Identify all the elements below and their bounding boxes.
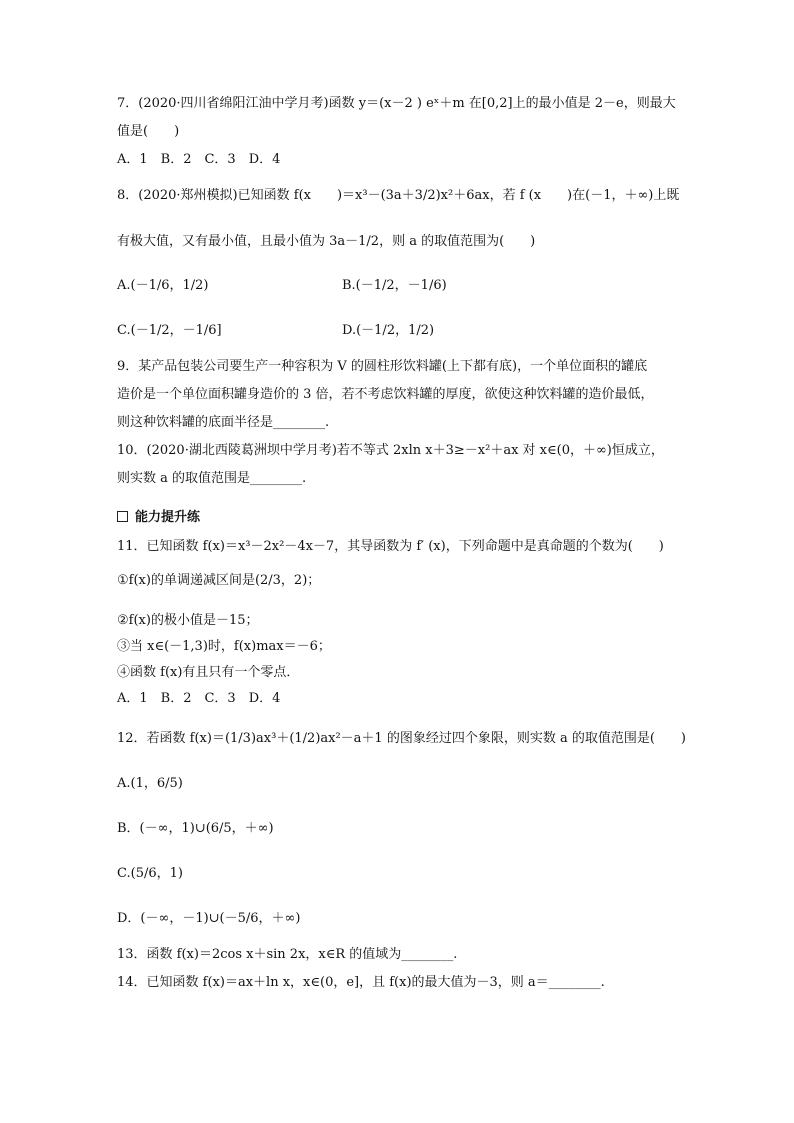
q8-option-b: B.(－1/2，－1/6) [342,278,447,293]
q11-options: A．1 B．2 C．3 D．4 [117,691,281,706]
q8-option-d: D.(－1/2，1/2) [342,323,435,338]
q10-stem-line2: 则实数 a 的取值范围是________. [117,471,307,486]
q7-stem-line1: 7．(2020·四川省绵阳江油中学月考)函数 y＝(x－2 ) eˣ＋m 在[0,2]上的最小值是 2－e，则最大 [117,96,676,111]
q9-stem-line2: 造价是一个单位面积罐身造价的 3 倍，若不考虑饮料罐的厚度，欲使这种饮料罐的造价最低， [117,387,654,402]
q7-stem-line2: 值是( ) [117,124,180,139]
q11-stem-line1: 11．已知函数 f(x)＝x³－2x²－4x－7，其导函数为 f′ (x)，下列命题中是真命题的个数为( ) [117,539,664,554]
q11-statement-1: ①f(x)的单调递减区间是(2/3，2)； [117,573,321,588]
q8-option-a: A.(－1/6，1/2) [117,278,209,293]
q14-stem-line1: 14．已知函数 f(x)＝ax＋ln x，x∈(0，e]，且 f(x)的最大值为－3，则 a＝________. [117,975,605,990]
q12-option-d: D．(－∞，－1)∪(－5/6，＋∞) [117,911,301,926]
q11-statement-4: ④函数 f(x)有且只有一个零点． [117,665,300,680]
q9-stem-line1: 9．某产品包装公司要生产一种容积为 V 的圆柱形饮料罐(上下都有底)，一个单位面积的罐底 [117,359,648,374]
q8-stem-line2: 有极大值，又有最小值，且最小值为 3a－1/2，则 a 的取值范围为( ) [117,234,536,249]
section-title: 能力提升练 [135,510,201,525]
q12-option-c: C.(5/6，1) [117,866,183,881]
checkbox-square-icon [117,511,128,522]
q8-option-c: C.(－1/2，－1/6] [117,323,222,338]
q9-stem-line3: 则这种饮料罐的底面半径是________. [117,415,330,430]
q7-options: A．1 B．2 C．3 D．4 [117,152,281,167]
section-heading [117,506,200,525]
q12-stem-line1: 12．若函数 f(x)＝(1/3)ax³＋(1/2)ax²－a＋1 的图象经过四个象限，则实数 a 的取值范围是( ) [117,731,686,746]
q12-option-b: B．(－∞，1)∪(6/5，＋∞) [117,821,274,836]
q10-stem-line1: 10．(2020·湖北西陵葛洲坝中学月考)若不等式 2xln x＋3≥－x²＋ax 对 x∈(0，＋∞)恒成立， [117,443,664,458]
q12-option-a: A.(1，6/5) [117,776,183,791]
q11-statement-2: ②f(x)的极小值是－15； [117,613,259,628]
q13-stem-line1: 13．函数 f(x)＝2cos x＋sin 2x，x∈R 的值域为________. [117,947,458,962]
q8-stem-line1: 8．(2020·郑州模拟)已知函数 f(x )＝x³－(3a＋3/2)x²＋6ax，若 f (x )在(－1，＋∞)上既 [117,188,680,203]
q11-statement-3: ③当 x∈(－1,3)时，f(x)max＝－6； [117,639,331,654]
